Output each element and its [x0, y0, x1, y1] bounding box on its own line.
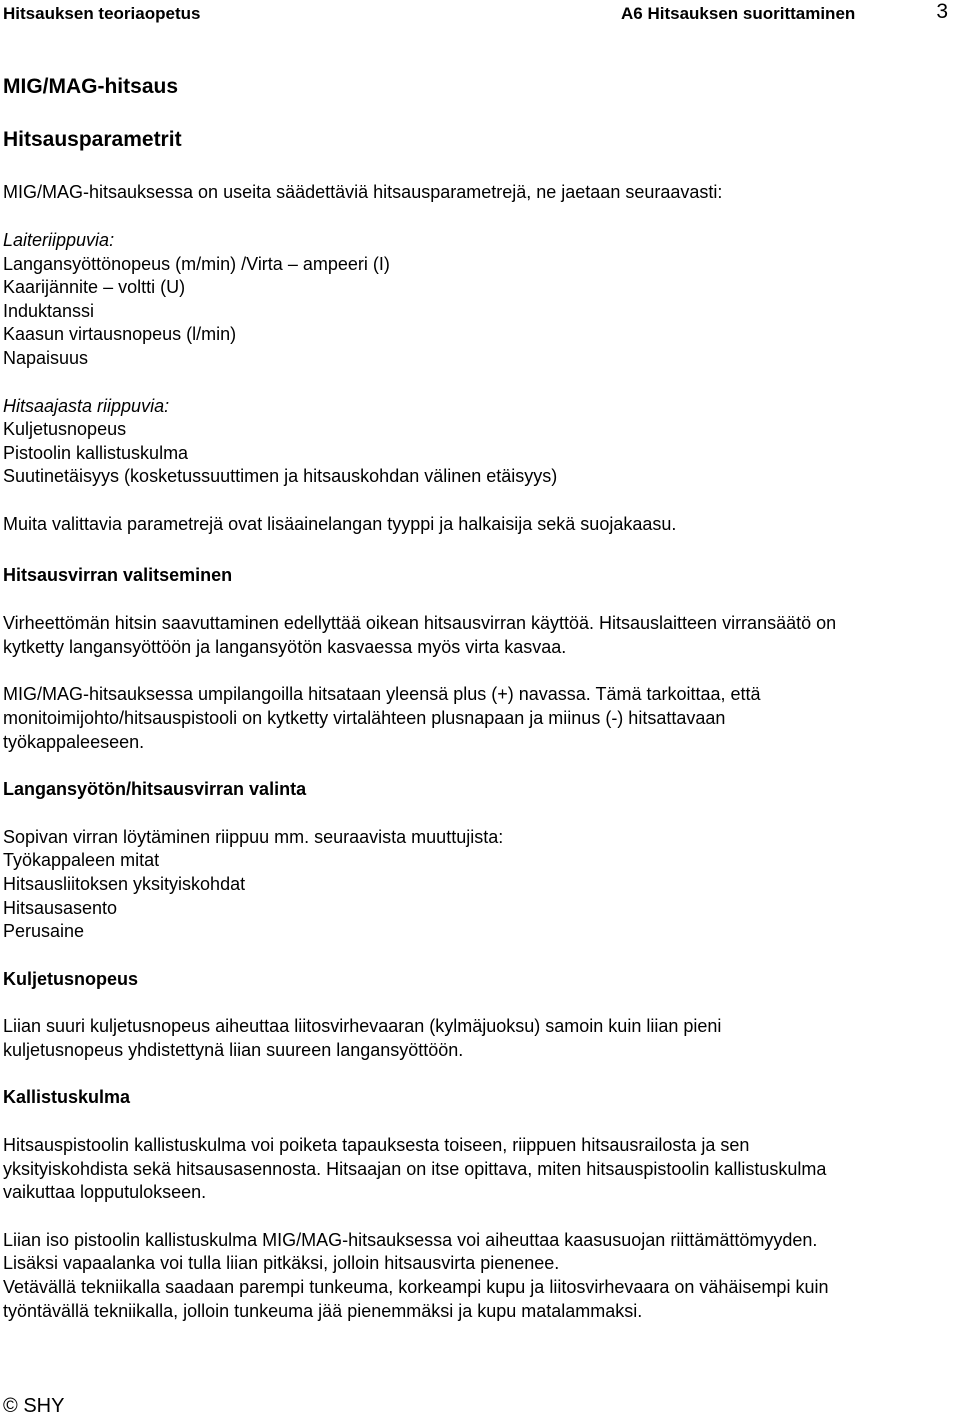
- section-heading-current: Hitsausvirran valitseminen: [3, 565, 233, 585]
- paragraph-line: työntävällä tekniikalla, jolloin tunkeuma jää pienemmäksi ja kupu matalammaksi.: [3, 1301, 643, 1321]
- paragraph-line: MIG/MAG-hitsauksessa umpilangoilla hitsataan yleensä plus (+) navassa. Tämä tarkoittaa, että: [3, 684, 761, 704]
- list-item: Langansyöttönopeus (m/min) /Virta – ampeeri (I): [3, 254, 390, 274]
- list-item: Hitsausliitoksen yksityiskohdat: [3, 874, 246, 894]
- other-parameters-paragraph: Muita valittavia parametrejä ovat lisäainelangan tyyppi ja halkaisija sekä suojakaasu.: [3, 514, 677, 534]
- paragraph-line: Vetävällä tekniikalla saadaan parempi tunkeuma, korkeampi kupu ja liitosvirhevaara on vähäisempi kuin: [3, 1277, 829, 1297]
- copyright-icon: ©: [3, 1395, 18, 1417]
- list-item: Kaasun virtausnopeus (l/min): [3, 324, 237, 344]
- page-header: [0, 0, 960, 28]
- paragraph-line: yksityiskohdista sekä hitsausasennosta. Hitsaajan on itse opittava, miten hitsauspistoolin kallistuskulma: [3, 1159, 827, 1179]
- section-heading-travel-speed: Kuljetusnopeus: [3, 969, 139, 989]
- section-heading-parameters: Hitsausparametrit: [3, 128, 182, 151]
- intro-paragraph: MIG/MAG-hitsauksessa on useita säädettäviä hitsausparametrejä, ne jaetaan seuraavasti:: [3, 182, 723, 202]
- paragraph-line: monitoimijohto/hitsauspistooli on kytketty virtalähteen plusnapaan ja miinus (-) hitsattavaan: [3, 708, 726, 728]
- header-section-title: A6 Hitsauksen suorittaminen: [621, 4, 856, 23]
- list-item: Perusaine: [3, 921, 85, 941]
- page-title: MIG/MAG-hitsaus: [3, 75, 179, 98]
- paragraph-line: Lisäksi vapaalanka voi tulla liian pitkäksi, jolloin hitsausvirta pienenee.: [3, 1253, 560, 1273]
- paragraph-line: kuljetusnopeus yhdistettynä liian suureen langansyöttöön.: [3, 1040, 464, 1060]
- list-item: Kaarijännite – voltti (U): [3, 277, 186, 297]
- footer-text: SHY: [23, 1395, 65, 1417]
- device-dependent-label: Laiteriippuvia:: [3, 230, 115, 250]
- paragraph-line: Virheettömän hitsin saavuttaminen edellyttää oikean hitsausvirran käyttöä. Hitsauslaitteen virransäätö on: [3, 613, 837, 633]
- list-item: Napaisuus: [3, 348, 89, 368]
- page-number: 3: [936, 0, 948, 23]
- paragraph-line: Liian suuri kuljetusnopeus aiheuttaa liitosvirhevaaran (kylmäjuoksu) samoin kuin liian pieni: [3, 1016, 722, 1036]
- paragraph-line: vaikuttaa lopputulokseen.: [3, 1182, 207, 1202]
- header-course-title: Hitsauksen teoriaopetus: [3, 4, 201, 23]
- list-item: Suutinetäisyys (kosketussuuttimen ja hitsauskohdan välinen etäisyys): [3, 466, 558, 486]
- section-heading-wire-feed: Langansyötön/hitsausvirran valinta: [3, 779, 307, 799]
- paragraph-line: Hitsauspistoolin kallistuskulma voi poiketa tapauksesta toiseen, riippuen hitsausrailosta ja sen: [3, 1135, 750, 1155]
- list-item: Työkappaleen mitat: [3, 850, 160, 870]
- welder-dependent-label: Hitsaajasta riippuvia:: [3, 396, 170, 416]
- page-footer: [3, 1395, 64, 1418]
- section-heading-tilt-angle: Kallistuskulma: [3, 1087, 131, 1107]
- list-item: Hitsausasento: [3, 898, 118, 918]
- list-item: Induktanssi: [3, 301, 95, 321]
- paragraph-line: Liian iso pistoolin kallistuskulma MIG/MAG-hitsauksessa voi aiheuttaa kaasusuojan riittämättömyyden.: [3, 1230, 818, 1250]
- list-item: Pistoolin kallistuskulma: [3, 443, 189, 463]
- paragraph-line: kytketty langansyöttöön ja langansyötön kasvaessa myös virta kasvaa.: [3, 637, 567, 657]
- list-item: Kuljetusnopeus: [3, 419, 127, 439]
- paragraph-line: työkappaleeseen.: [3, 732, 145, 752]
- wire-intro: Sopivan virran löytäminen riippuu mm. seuraavista muuttujista:: [3, 827, 504, 847]
